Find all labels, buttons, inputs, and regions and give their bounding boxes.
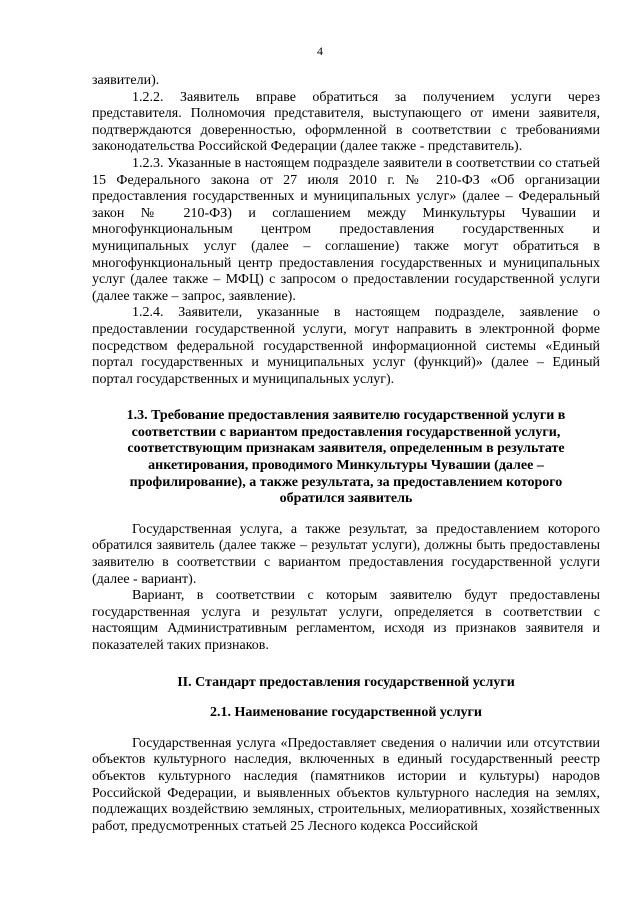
- paragraph-1-2-4: 1.2.4. Заявители, указанные в настоящем подразделе, заявление о предоставлении государственной услуги, могут направить в электронной форме посредством федеральной государственной информационной системы «Единый портал государственных и муниципальных услуг (функций)» (далее – Единый портал государственных и муниципальных услуг).: [92, 305, 600, 387]
- document-body: [92, 73, 600, 835]
- section-2-1-heading: 2.1. Наименование государственной услуги: [210, 705, 482, 721]
- paragraph-1-2-3: 1.2.3. Указанные в настоящем подразделе заявители в соответствии со статьей 15 Федерального закона от 27 июля 2010 г. № 210-ФЗ «Об организации предоставления государственных и муниципальных услуг» (далее – Федеральный закон № 210-ФЗ) и соглашением между Минкультуры Чувашии и многофункциональным центром предоставления государственных и муниципальных услуг (далее – соглашение) также могут обратиться в многофункциональный центр предоставления государственных и муниципальных услуг (далее также – МФЦ) с запросом о предоставлении государственной услуги (далее также – запрос, заявление).: [92, 155, 600, 304]
- section-1-3-heading: 1.3. Требование предоставления заявителю государственной услуги в соответствии с вариантом предоставления государственной услуги, соответствующим признакам заявителя, определенным в результате анкетирования, проводимого Минкультуры Чувашии (далее – профилирование), а также результата, за предоставлением которого обратился заявитель: [126, 408, 566, 507]
- paragraph-1-3-variant: Вариант, в соответствии с которым заявителю будут предоставлены государственная услуга и результат услуги, определяется в соответствии с настоящим Административным регламентом, исходя из признаков заявителя и показателей таких признаков.: [92, 588, 600, 653]
- paragraph-1-2-2: 1.2.2. Заявитель вправе обратиться за получением услуги через представителя. Полномочия представителя, выступающего от имени заявителя, подтверждаются доверенностью, оформленной в соответствии с требованиями законодательства Российской Федерации (далее также - представитель).: [92, 89, 600, 155]
- section-2-heading: II. Стандарт предоставления государственной услуги: [177, 674, 515, 690]
- paragraph-1-3-result: Государственная услуга, а также результат, за предоставлением которого обратился заявитель (далее также – результат услуги), должны быть предоставлены заявителю в соответствии с вариантом предоставления государственной услуги (далее - вариант).: [92, 521, 600, 587]
- paragraph-2-1-name: Государственная услуга «Предоставляет сведения о наличии или отсутствии объектов культурного наследия, включенных в единый государственный реестр объектов культурного наследия (памятников истории и культуры) народов Российской Федерации, и выявленных объектов культурного наследия на землях, подлежащих воздействию земляных, строительных, мелиоративных, хозяйственных работ, предусмотренных статьей 25 Лесного кодекса Российской: [92, 735, 600, 834]
- page-number: 4: [317, 44, 323, 58]
- paragraph-continuation: заявители).: [92, 73, 160, 88]
